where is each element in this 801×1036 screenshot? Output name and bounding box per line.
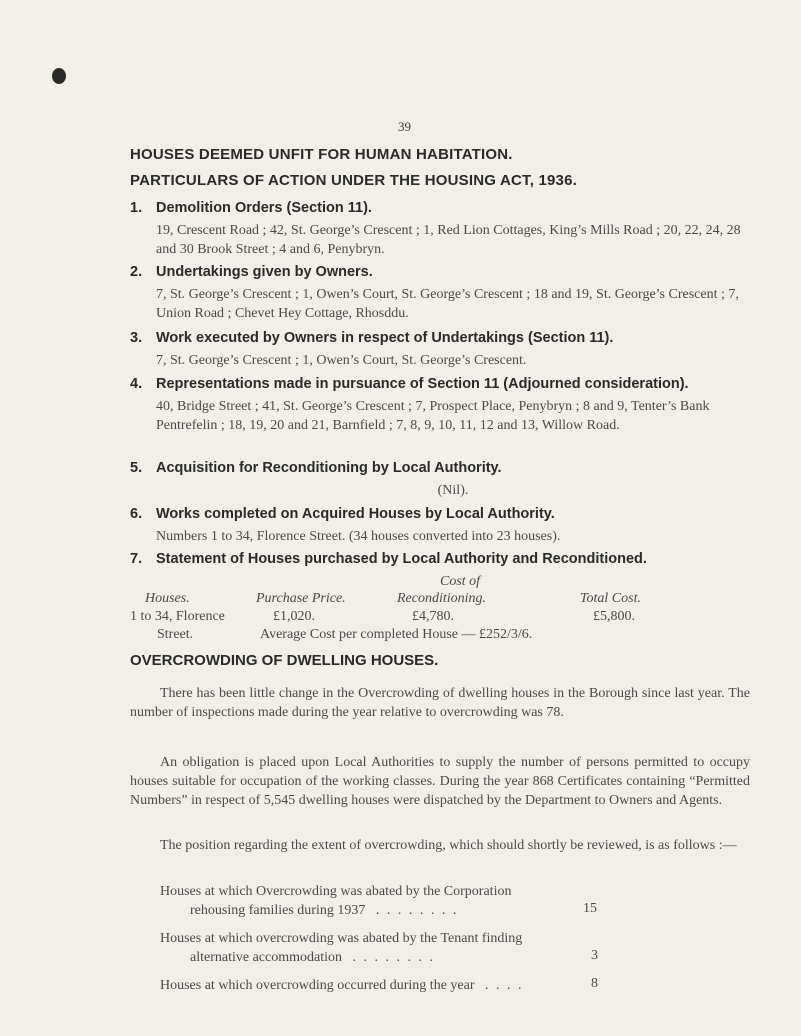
- cost-of-header: Cost of: [440, 574, 481, 589]
- paragraph-text: The position regarding the extent of overcrowding, which should shortly be reviewed, is as follows :—: [160, 838, 737, 853]
- document-subtitle: PARTICULARS OF ACTION UNDER THE HOUSING ACT, 1936.: [130, 172, 577, 189]
- stat-label-cont: rehousing families during 1937: [190, 903, 366, 918]
- paragraph: [130, 836, 750, 855]
- stat-label-cont: alternative accommodation: [190, 950, 342, 965]
- leader-dots: . . . . . . . .: [352, 950, 435, 965]
- punch-hole-mark: [52, 68, 66, 84]
- section-number: 2.: [130, 264, 143, 280]
- col-purchase-header: Purchase Price.: [256, 591, 346, 606]
- col-total-header: Total Cost.: [580, 591, 641, 606]
- section-body: 7, St. George’s Crescent ; 1, Owen’s Court, St. George’s Crescent ; 18 and 19, St. George’s Crescent ; 7, Union Road ; Chevet Hey Cottage, Rhosddu.: [156, 287, 739, 321]
- col-houses-header: Houses.: [145, 591, 190, 606]
- section-number: 4.: [130, 376, 143, 392]
- paragraph: [130, 753, 750, 810]
- section-number: 3.: [130, 330, 143, 346]
- page-number: 39: [398, 119, 411, 134]
- stat-value: 8: [591, 976, 598, 991]
- section-heading: Work executed by Owners in respect of Undertakings (Section 11).: [156, 330, 614, 346]
- section-body: 7, St. George’s Crescent ; 1, Owen’s Court, St. George’s Crescent.: [156, 353, 527, 368]
- section-2: [130, 264, 750, 323]
- section-heading: Works completed on Acquired Houses by Local Authority.: [156, 506, 555, 522]
- stat-label: Houses at which overcrowding was abated by the Tenant finding: [160, 931, 523, 946]
- col-reconditioning-header: Reconditioning.: [397, 591, 487, 606]
- section-body: 19, Crescent Road ; 42, St. George’s Crescent ; 1, Red Lion Cottages, King’s Mills Road ; 20, 22, 24, 28 and 30 Brook Street ; 4 and 6, Penybryn.: [156, 223, 741, 257]
- section-4: [130, 376, 750, 435]
- section-number: 7.: [130, 551, 143, 567]
- section-body: Numbers 1 to 34, Florence Street. (34 houses converted into 23 houses).: [156, 529, 561, 544]
- section-7: [130, 551, 750, 567]
- paragraph-text: An obligation is placed upon Local Authorities to supply the number of persons permitted to occupy houses suitable for occupation of the working classes. During the year 868 Certificates containing “Permitted Numbers” in respect of 5,545 dwelling houses were dispatched by the Department to Owners and Agents.: [130, 755, 750, 808]
- paragraph-text: There has been little change in the Overcrowding of dwelling houses in the Borough since last year. The number of inspections made during the year relative to overcrowding was 78.: [130, 686, 750, 720]
- document-title: HOUSES DEEMED UNFIT FOR HUMAN HABITATION.: [130, 146, 513, 163]
- stat-label: Houses at which Overcrowding was abated by the Corporation: [160, 884, 512, 899]
- row-houses-cont: Street.: [157, 627, 194, 642]
- section-number: 1.: [130, 200, 143, 216]
- section-3: [130, 330, 750, 370]
- section-body: (Nil).: [437, 483, 469, 498]
- section-heading: Demolition Orders (Section 11).: [156, 200, 372, 216]
- stat-value: 15: [583, 901, 597, 916]
- section-6: [130, 506, 750, 546]
- row-reconditioning-cost: £4,780.: [412, 609, 454, 624]
- section-1: [130, 200, 750, 259]
- section-number: 5.: [130, 460, 143, 476]
- leader-dots: . . . . . . . .: [375, 903, 459, 918]
- row-houses: 1 to 34, Florence: [130, 609, 225, 624]
- section-body: 40, Bridge Street ; 41, St. George’s Crescent ; 7, Prospect Place, Penybryn ; 8 and 9, Tenter’s Bank Pentrefelin ; 18, 19, 20 and 21, Barnfield ; 7, 8, 9, 10, 11, 12 and 13, Willow Road.: [156, 399, 710, 433]
- overcrowding-heading: OVERCROWDING OF DWELLING HOUSES.: [130, 652, 439, 669]
- paragraph: [130, 684, 750, 722]
- row-total-cost: £5,800.: [593, 609, 635, 624]
- section-number: 6.: [130, 506, 143, 522]
- stat-item: [160, 882, 600, 920]
- section-heading: Statement of Houses purchased by Local Authority and Reconditioned.: [156, 551, 647, 567]
- stat-value: 3: [591, 948, 598, 963]
- leader-dots: . . . .: [485, 978, 524, 993]
- average-cost: Average Cost per completed House — £252/3/6.: [260, 627, 533, 642]
- stat-item: [160, 976, 600, 995]
- stat-item: [160, 929, 600, 967]
- stat-label: Houses at which overcrowding occurred during the year: [160, 978, 475, 993]
- row-purchase-price: £1,020.: [273, 609, 315, 624]
- section-heading: Acquisition for Reconditioning by Local Authority.: [156, 460, 502, 476]
- section-5: [130, 460, 750, 500]
- section-heading: Representations made in pursuance of Section 11 (Adjourned consideration).: [156, 376, 689, 392]
- section-heading: Undertakings given by Owners.: [156, 264, 373, 280]
